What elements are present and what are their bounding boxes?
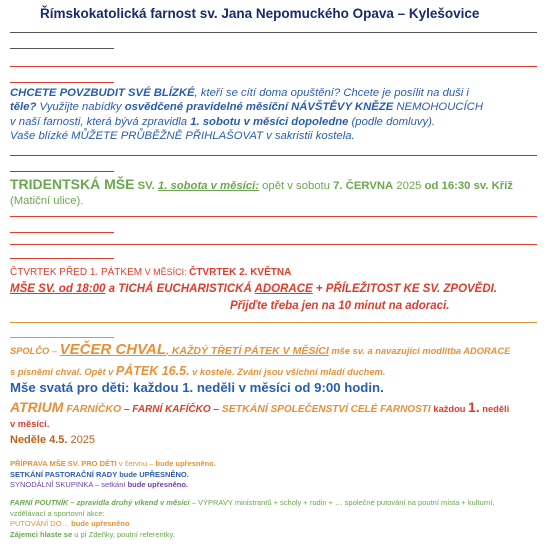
youth-text: s písněmi chval. Opět v (10, 366, 116, 377)
spacer (10, 491, 542, 498)
thursday-line-3: Přijďte třeba jen na 10 minut na adoraci. (230, 300, 450, 313)
page-title: Římskokatolická farnost sv. Jana Nepomuckého Opava – Kylešovice (40, 6, 480, 21)
note-text: u pí Zdeňky, poutní referentky. (72, 529, 175, 539)
children-mass-line: Mše svatá pro děti: každou 1. neděli v měsíci od 9:00 hodin. (10, 380, 384, 396)
youth-text: – (49, 346, 60, 356)
note-text: – setkání (92, 480, 128, 490)
tridentine-date: 7. ČERVNA (333, 180, 394, 192)
atrium-date-line (10, 432, 542, 449)
atrium-text: – FARNÍ KAFÍČKO – (121, 403, 222, 415)
note-heading: PUTOVÁNÍ DO… (10, 519, 70, 529)
note-status: bude upřesněno. (155, 459, 216, 468)
youth-line-2 (10, 362, 542, 381)
atrium-line-2: v měsíci. (10, 418, 50, 429)
tridentine-time-place: od 16:30 sv. Kříž (424, 180, 513, 192)
synodal-group-note (10, 480, 542, 491)
divider (10, 232, 114, 233)
atrium-text: SPOLEČENSTVÍ CELÉ FARNOSTI (267, 403, 434, 415)
thursday-text: a TICHÁ EUCHARISTICKÁ (105, 282, 255, 295)
visits-line-3 (10, 115, 542, 129)
thursday-adoration: ADORACE (254, 282, 313, 295)
tridentine-line-2: (Matiční ulice). (10, 195, 84, 208)
note-text: v červnu – (116, 459, 156, 468)
visits-text: v naší farnosti, která bývá zpravidla (10, 115, 191, 128)
divider (10, 216, 537, 217)
thursday-line-2 (10, 281, 542, 299)
youth-line-1 (10, 339, 542, 362)
thursday-text: V MĚSÍCI: (142, 267, 190, 277)
youth-text: mše sv. a navazující modlitba ADORACE (328, 346, 511, 356)
divider (10, 155, 537, 156)
announcements-section (10, 459, 542, 540)
atrium-schedule: neděli (479, 403, 510, 414)
tridentine-text: opět v sobotu (259, 180, 334, 192)
note-heading: FARNÍ POUTNÍK (10, 497, 69, 507)
signup-note (10, 530, 542, 541)
youth-schedule: , KAŽDÝ TŘETÍ PÁTEK V MĚSÍCI (166, 345, 329, 357)
visits-line-4: Vaše blízké MŮŽETE PRŮBĚŽNĚ PŘIHLAŠOVAT v sakristii kostela. (10, 130, 355, 143)
thursday-mass-time: MŠE SV. od 18:00 (10, 282, 106, 295)
praise-evening-title: VEČER CHVAL (59, 341, 167, 358)
note-status: bude upřesněno (69, 519, 130, 529)
note-heading: PŘÍPRAVA MŠE SV. PRO DĚTI (10, 459, 117, 468)
pastoral-council-note (10, 470, 542, 481)
tridentine-text: 2025 (393, 180, 425, 192)
atrium-title: ATRIUM (10, 398, 64, 415)
note-text: – VÝPRAVY ministrantů + scholy + rodin + … společné putování na poutní místa + kulturní, (189, 497, 495, 507)
visits-line-1 (10, 86, 542, 100)
note-heading: SYNODÁLNÍ SKUPINKA (10, 480, 93, 490)
divider (10, 82, 114, 83)
visits-text: Využijte nabídky (36, 101, 125, 114)
note-status: bude UPŘESNĚNO. (117, 469, 189, 479)
atrium-date: Neděle 4.5. (10, 433, 68, 446)
pilgrim-note (10, 498, 542, 509)
divider (10, 171, 114, 172)
visits-date: 1. sobotu v měsíci dopoledne (190, 115, 349, 128)
divider (10, 66, 537, 67)
pilgrimage-note (10, 519, 542, 530)
thursday-heading: ČTVRTEK PŘED 1. PÁTKEM (10, 267, 143, 278)
visits-heading: CHCETE POVZBUDIT SVÉ BLÍZKÉ (10, 87, 195, 99)
children-mass-prep-note (10, 459, 542, 470)
thursday-line-1 (10, 265, 542, 281)
tridentine-line-1 (10, 175, 542, 194)
sick-visits-section (10, 86, 542, 144)
divider (10, 258, 114, 259)
note-heading: Zájemci hlaste se (10, 529, 73, 539)
pilgrim-note-2: vzdělávací a sportovní akce: (10, 508, 105, 518)
thursday-confession: + PŘÍLEŽITOST KE SV. ZPOVĚDI. (312, 282, 498, 295)
atrium-text: FARNÍČKO (63, 402, 122, 415)
visits-text: (podle domluvy). (348, 115, 436, 128)
atrium-schedule: každou (433, 403, 469, 414)
atrium-line (10, 397, 542, 418)
visits-line-2 (10, 100, 542, 114)
tridentine-mass-section (10, 175, 542, 210)
divider (10, 244, 537, 245)
visits-text: NEMOHOUCÍCH (393, 101, 483, 114)
thursday-date: ČTVRTEK 2. KVĚTNA (189, 267, 292, 278)
tridentine-text: SV. (134, 180, 158, 192)
visits-offer: osvědčené pravidelné měsíční NÁVŠTĚVY KNĚZE (124, 101, 394, 114)
divider (10, 32, 537, 33)
youth-heading: SPOLČO (10, 346, 50, 356)
divider (10, 337, 114, 338)
visits-text: těle? (10, 101, 37, 114)
note-heading: SETKÁNÍ PASTORAČNÍ RADY (10, 469, 118, 479)
youth-section (10, 339, 542, 448)
visits-text: , kteří se cítí doma opuštění? Chcete je posílit na duši i (194, 87, 469, 99)
thursday-adoration-section (10, 265, 542, 316)
note-text: – zpravidla druhý víkend v měsíci (68, 497, 190, 507)
youth-text: v kostele. Zvání jsou všichni mladí duchem. (189, 366, 386, 377)
tridentine-date-label: 1. sobota v měsíci: (157, 180, 259, 192)
atrium-text: 2025 (67, 433, 96, 446)
divider (10, 48, 114, 49)
atrium-schedule: 1. (468, 398, 480, 415)
divider (10, 322, 537, 323)
tridentine-heading: TRIDENTSKÁ MŠE (10, 176, 135, 192)
youth-date: PÁTEK 16.5. (115, 363, 190, 378)
note-status: bude upřesněno. (127, 480, 188, 490)
atrium-text: SETKÁNÍ (221, 402, 268, 415)
